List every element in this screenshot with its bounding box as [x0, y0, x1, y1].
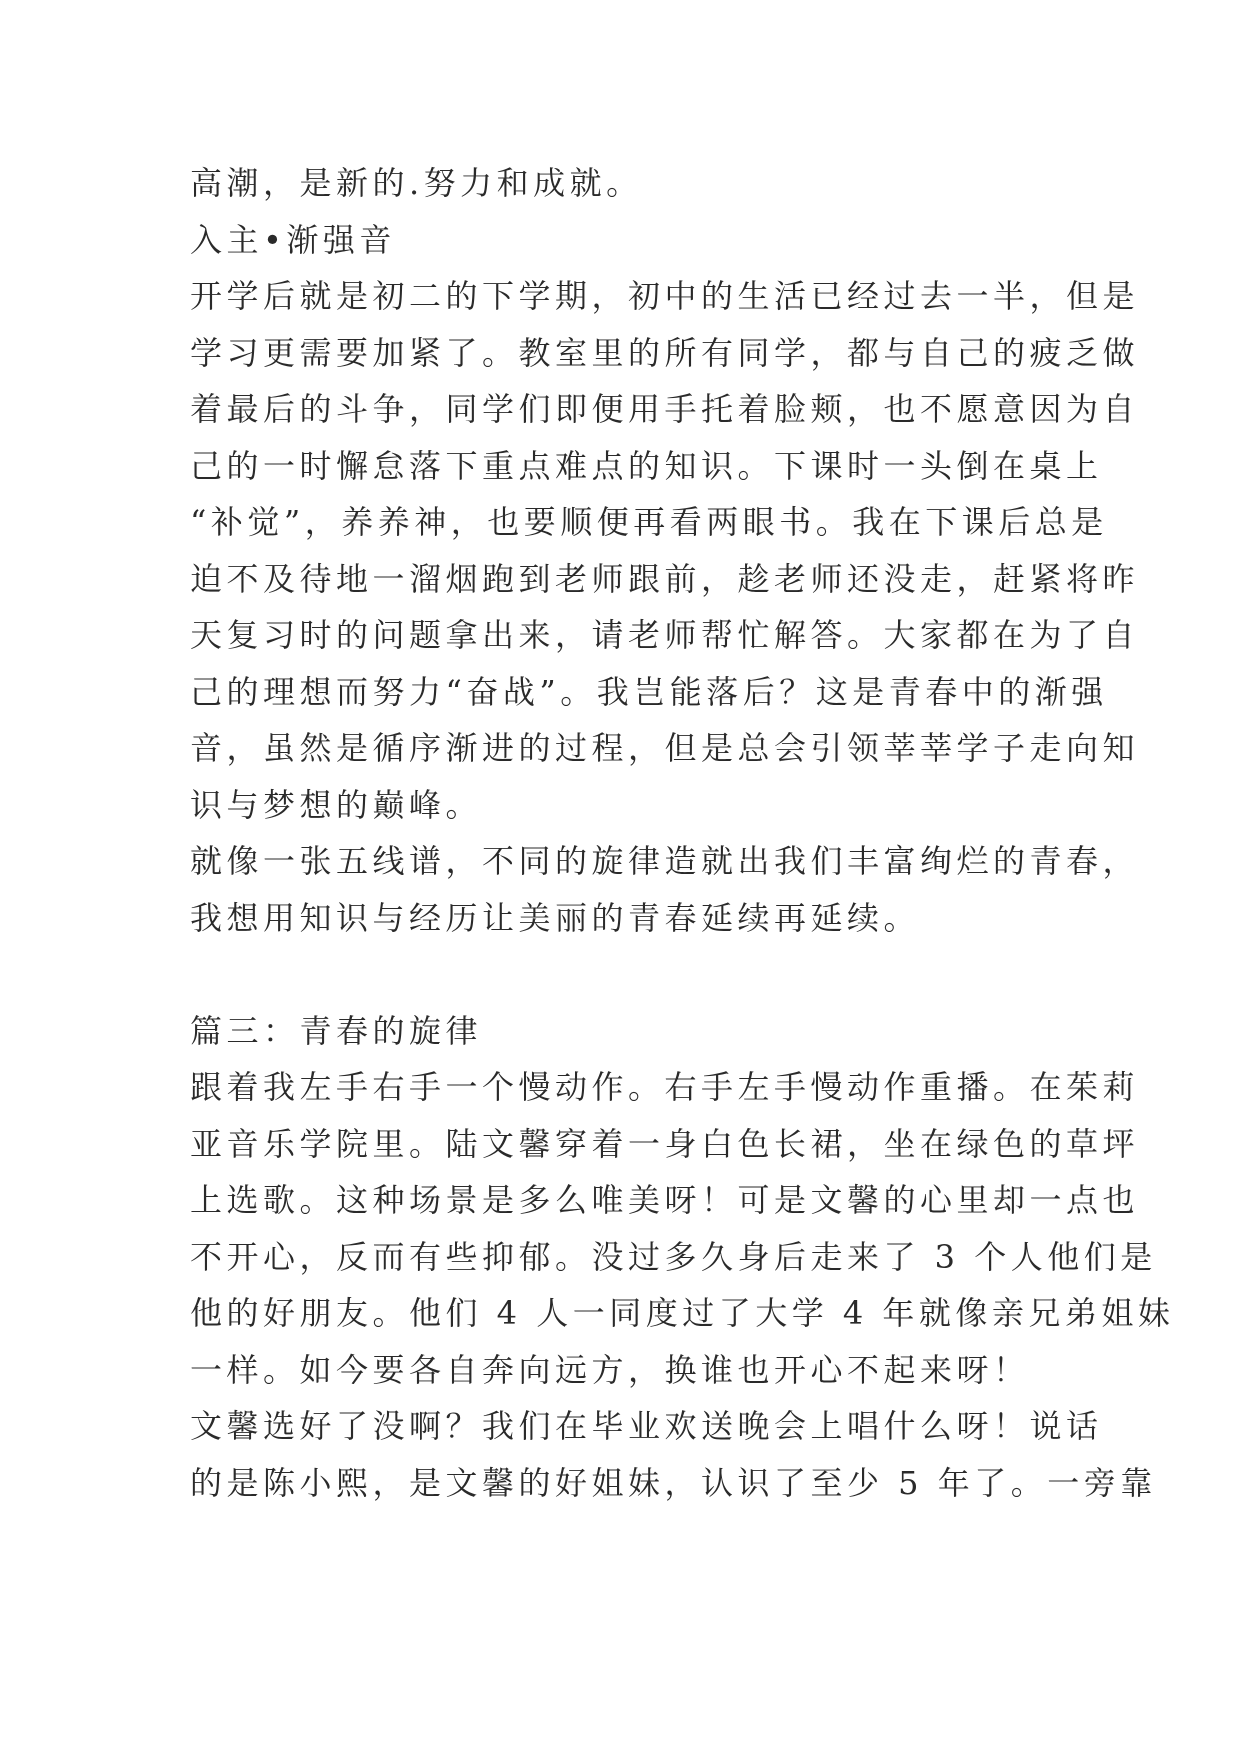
- section-heading: 入主•渐强音: [190, 220, 396, 259]
- text-line: 文馨选好了没啊？我们在毕业欢送晚会上唱什么呀！说话: [190, 1407, 1103, 1445]
- text-line: 不开心，反而有些抑郁。没过多久身后走来了 3 个人他们是: [190, 1237, 1157, 1276]
- text-line: 就像一张五线谱，不同的旋律造就出我们丰富绚烂的青春，: [190, 842, 1140, 880]
- paragraph-spacer: [190, 946, 1070, 1003]
- text-line: 他的好朋友。他们 4 人一同度过了大学 4 年就像亲兄弟姐妹: [190, 1294, 1175, 1332]
- text-line: 天复习时的问题拿出来，请老师帮忙解答。大家都在为了自: [190, 616, 1140, 654]
- text-line: 迫不及待地一溜烟跑到老师跟前，趁老师还没走，赶紧将昨: [190, 559, 1140, 598]
- text-line: “补觉”，养养神，也要顺便再看两眼书。我在下课后总是: [190, 503, 1108, 541]
- chapter-title: 篇三：青春的旋律: [190, 1011, 483, 1050]
- text-line: 上选歌。这种场景是多么唯美呀！可是文馨的心里却一点也: [190, 1181, 1140, 1219]
- document-body: [190, 155, 1175, 1511]
- text-line: 己的理想而努力“奋战”。我岂能落后？这是青春中的渐强: [190, 672, 1108, 711]
- text-line: 识与梦想的巅峰。: [190, 785, 483, 824]
- text-line: 己的一时懈怠落下重点难点的知识。下课时一头倒在桌上: [190, 446, 1103, 485]
- text-line: 我想用知识与经历让美丽的青春延续再延续。: [190, 898, 921, 937]
- text-line: 学习更需要加紧了。教室里的所有同学，都与自己的疲乏做: [190, 333, 1140, 372]
- text-line: 一样。如今要各自奔向远方，换谁也开心不起来呀！: [190, 1350, 1030, 1389]
- text-line: 跟着我左手右手一个慢动作。右手左手慢动作重播。在茱莉: [190, 1068, 1140, 1106]
- text-line: 开学后就是初二的下学期，初中的生活已经过去一半，但是: [190, 277, 1140, 315]
- text-line: 亚音乐学院里。陆文馨穿着一身白色长裙，坐在绿色的草坪: [190, 1124, 1140, 1163]
- text-line: 音，虽然是循序渐进的过程，但是总会引领莘莘学子走向知: [190, 729, 1140, 767]
- text-line: 的是陈小熙，是文馨的好姐妹，认识了至少 5 年了。一旁靠: [190, 1463, 1157, 1502]
- text-line: 着最后的斗争，同学们即便用手托着脸颊，也不愿意因为自: [190, 390, 1140, 428]
- text-line: 高潮，是新的.努力和成就。: [190, 164, 643, 202]
